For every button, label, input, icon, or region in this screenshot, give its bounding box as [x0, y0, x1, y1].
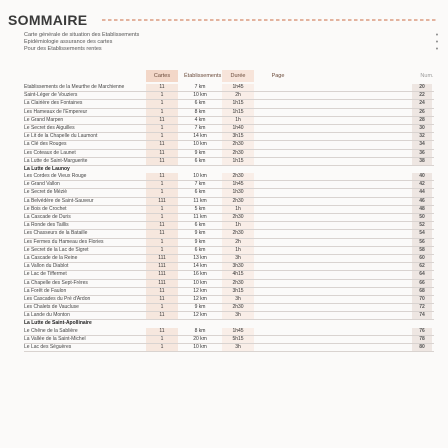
table-row[interactable]: [24, 247, 434, 255]
row-duree: 1h: [222, 117, 254, 124]
row-duree: 1h15: [222, 109, 254, 116]
intro-line: Pour des Établissements rentes: [24, 46, 102, 52]
row-number: 64: [412, 271, 432, 278]
row-duree: 2h30: [222, 280, 254, 287]
row-cartes: 1: [146, 125, 178, 132]
table-row[interactable]: [24, 92, 434, 100]
row-cartes: 1: [146, 214, 178, 221]
table-row[interactable]: [24, 328, 434, 336]
row-cartes: 1: [146, 181, 178, 188]
row-name: Le Secret de Méziè: [24, 189, 68, 196]
row-number: 76: [412, 328, 432, 335]
row-duree: 3h: [222, 344, 254, 351]
row-number: 32: [412, 133, 432, 140]
row-number: 60: [412, 255, 432, 262]
row-cartes: 11: [146, 230, 178, 237]
row-cartes: 11: [146, 296, 178, 303]
table-row[interactable]: [24, 206, 434, 214]
row-name: Le Bois de Crochet: [24, 205, 67, 212]
row-number: 56: [412, 239, 432, 246]
table-row[interactable]: [24, 100, 434, 108]
column-header-cartes: Cartes: [146, 70, 178, 82]
table-row[interactable]: [24, 271, 434, 279]
row-name: Le Grand Marpen: [24, 116, 64, 123]
table-row[interactable]: [24, 189, 434, 197]
row-distance: 9 km: [194, 149, 206, 156]
row-duree: 1h45: [222, 181, 254, 188]
row-cartes: 1: [146, 336, 178, 343]
row-number: 70: [412, 296, 432, 303]
table-row[interactable]: [24, 239, 434, 247]
table-row[interactable]: [24, 173, 434, 181]
row-number: 20: [412, 84, 432, 91]
table-row[interactable]: [24, 222, 434, 230]
row-number: 44: [412, 189, 432, 196]
row-cartes: 11: [146, 150, 178, 157]
row-distance: 20 km: [193, 335, 207, 342]
table-row[interactable]: [24, 312, 434, 320]
row-duree: 1h: [222, 247, 254, 254]
row-distance: 11 km: [193, 214, 207, 220]
row-cartes: 11: [146, 141, 178, 148]
row-duree: 4h15: [222, 271, 254, 278]
row-number: 48: [412, 206, 432, 213]
intro-line: Carte générale de situation des Établissements: [24, 32, 140, 38]
row-number: 22: [412, 92, 432, 99]
row-cartes: 11: [146, 222, 178, 229]
row-duree: 1h15: [222, 158, 254, 165]
row-distance: 6 km: [194, 189, 206, 196]
row-number: 62: [412, 263, 432, 270]
column-header-page: Page: [271, 73, 285, 79]
row-cartes: 1: [146, 239, 178, 246]
table-row[interactable]: [24, 181, 434, 189]
row-distance: 6 km: [194, 157, 206, 164]
row-number: 80: [412, 344, 432, 351]
row-duree: 5h15: [222, 336, 254, 343]
row-distance: 5 km: [194, 205, 206, 212]
row-number: 68: [412, 288, 432, 295]
row-cartes: 111: [146, 271, 178, 278]
row-name: La Lutte de Saint-Marguerite: [24, 157, 88, 164]
column-header-duree: Durée: [222, 70, 254, 82]
row-distance: 8 km: [194, 108, 206, 115]
row-name: Le Lac des Séguères: [24, 344, 72, 350]
table-row[interactable]: [24, 304, 434, 312]
row-duree: 3h15: [222, 288, 254, 295]
row-cartes: 1: [146, 100, 178, 107]
row-duree: 2h: [222, 239, 254, 246]
table-of-contents: [24, 84, 434, 352]
row-cartes: 1: [146, 133, 178, 140]
column-header-row: [24, 70, 434, 82]
side-marker: •: [435, 32, 439, 39]
row-number: 50: [412, 214, 432, 221]
row-distance: 12 km: [193, 295, 207, 302]
row-number: 54: [412, 230, 432, 237]
row-name: La Vallon du Diablot: [24, 263, 69, 270]
row-distance: 14 km: [193, 263, 207, 270]
row-number: 72: [412, 304, 432, 311]
table-row[interactable]: [24, 125, 434, 133]
row-cartes: 111: [146, 280, 178, 287]
row-cartes: 1: [146, 189, 178, 196]
row-name: Le Grand Vallon: [24, 181, 60, 188]
table-row[interactable]: [24, 344, 434, 352]
row-cartes: 1: [146, 247, 178, 254]
table-row[interactable]: [24, 296, 434, 304]
intro-block: [24, 32, 404, 53]
row-cartes: 11: [146, 173, 178, 180]
row-duree: 1h30: [222, 189, 254, 196]
intro-line: Épidémiologie assurance des cartes: [24, 39, 113, 45]
table-row[interactable]: [24, 109, 434, 117]
row-duree: 1h45: [222, 84, 254, 91]
row-duree: 1h45: [222, 328, 254, 335]
row-name: Les Coteaux de Launet: [24, 149, 76, 156]
table-row[interactable]: [24, 230, 434, 238]
row-number: 78: [412, 336, 432, 343]
row-cartes: 111: [146, 198, 178, 205]
row-number: 28: [412, 117, 432, 124]
table-row[interactable]: [24, 133, 434, 141]
row-duree: 2h30: [222, 150, 254, 157]
row-name: La Lutte de Saint-Apollinaire: [24, 320, 92, 327]
row-number: 36: [412, 150, 432, 157]
row-duree: 3h30: [222, 263, 254, 270]
row-duree: 2h30: [222, 173, 254, 180]
row-duree: 2h30: [222, 304, 254, 311]
row-cartes: 11: [146, 312, 178, 319]
row-name: La Belvédère de Saint-Sauveur: [24, 197, 94, 204]
side-markers: [434, 32, 440, 53]
row-name: La Chapelle des Sept-Frères: [24, 279, 88, 286]
row-name: La Lutte de Launoy: [24, 165, 70, 172]
section-heading: [24, 166, 434, 173]
row-distance: 12 km: [193, 312, 207, 319]
row-distance: 4 km: [194, 116, 206, 123]
table-row[interactable]: [24, 263, 434, 271]
table-row[interactable]: [24, 336, 434, 344]
table-row[interactable]: [24, 214, 434, 222]
table-row[interactable]: [24, 150, 434, 158]
row-duree: 1h15: [222, 100, 254, 107]
row-duree: 1h: [222, 222, 254, 229]
row-cartes: 11: [146, 84, 178, 91]
row-duree: 2h30: [222, 230, 254, 237]
row-cartes: 1: [146, 344, 178, 351]
row-name: La Cascade de la Reine: [24, 254, 78, 261]
row-cartes: 11: [146, 117, 178, 124]
row-name: La Forêt de Faulon: [24, 287, 67, 294]
row-distance: 6 km: [194, 222, 206, 229]
row-cartes: 111: [146, 255, 178, 262]
row-distance: 10 km: [193, 173, 207, 180]
row-duree: 2h30: [222, 214, 254, 221]
row-name: Les Cascades du Pré d'Ardon: [24, 295, 91, 302]
row-distance: 16 km: [193, 271, 207, 278]
row-distance: 12 km: [193, 287, 207, 294]
row-name: La Clairière des Fontaines: [24, 100, 83, 107]
row-cartes: 1: [146, 92, 178, 99]
row-distance: 9 km: [194, 238, 206, 245]
row-number: 34: [412, 141, 432, 148]
table-row[interactable]: [24, 280, 434, 288]
row-duree: 3h: [222, 255, 254, 262]
side-marker: •: [435, 39, 439, 46]
row-number: 58: [412, 247, 432, 254]
row-name: La Vallée de la Saint-Michel: [24, 335, 86, 342]
row-name: La Clé des Rouges: [24, 141, 67, 148]
section-heading: [24, 320, 434, 327]
table-row[interactable]: [24, 117, 434, 125]
row-name: Les Fermes du Hameau des Flories: [24, 238, 104, 245]
row-distance: 10 km: [193, 141, 207, 148]
row-number: 40: [412, 173, 432, 180]
table-row[interactable]: [24, 84, 434, 92]
row-distance: 7 km: [194, 84, 206, 90]
row-name: Le Secret de la Lac de Sigret: [24, 246, 89, 253]
row-distance: 6 km: [194, 246, 206, 253]
page-title: SOMMAIRE: [8, 12, 88, 28]
row-duree: 3h: [222, 312, 254, 319]
row-cartes: 1: [146, 304, 178, 311]
row-cartes: 1: [146, 109, 178, 116]
row-name: La Cascade de Duris: [24, 214, 71, 220]
table-row[interactable]: [24, 198, 434, 206]
row-number: 66: [412, 280, 432, 287]
row-cartes: 111: [146, 263, 178, 270]
row-name: Les Hameaux de l'Empereur: [24, 108, 88, 115]
row-name: Saint-Léger de Vouziers: [24, 92, 78, 99]
row-distance: 10 km: [193, 279, 207, 286]
row-duree: 1h: [222, 206, 254, 213]
row-duree: 2h30: [222, 198, 254, 205]
row-distance: 10 km: [193, 92, 207, 99]
row-number: 42: [412, 181, 432, 188]
row-distance: 13 km: [193, 254, 207, 261]
row-distance: 9 km: [194, 230, 206, 237]
row-distance: 7 km: [194, 181, 206, 188]
row-duree: 2h30: [222, 141, 254, 148]
row-name: Les Chalets de Vaucluse: [24, 304, 79, 311]
row-cartes: 11: [146, 328, 178, 335]
row-number: 38: [412, 158, 432, 165]
row-number: 30: [412, 125, 432, 132]
row-duree: 3h: [222, 296, 254, 303]
row-duree: 2h: [222, 92, 254, 99]
row-number: 46: [412, 198, 432, 205]
row-name: Établissements de la Meurthe de Marchienne: [24, 84, 125, 90]
row-name: Les Cordes de Vieux Rouge: [24, 173, 87, 180]
row-number: 74: [412, 312, 432, 319]
table-row[interactable]: [24, 158, 434, 166]
title-rule: [102, 19, 436, 21]
row-name: Le Secret des Aiguilles: [24, 124, 75, 131]
row-distance: 9 km: [194, 304, 206, 311]
table-row[interactable]: [24, 288, 434, 296]
row-cartes: 11: [146, 158, 178, 165]
side-marker: •: [435, 46, 439, 53]
row-name: Les Chasseurs de la Bataille: [24, 230, 88, 237]
row-distance: 8 km: [194, 327, 206, 334]
row-distance: 10 km: [193, 344, 207, 350]
table-row[interactable]: [24, 255, 434, 263]
row-distance: 7 km: [194, 124, 206, 131]
column-header-etablissements: Établissements: [184, 73, 222, 79]
row-name: Le Lac de Tiffermet: [24, 271, 67, 278]
row-name: Le Chêne de la Sablière: [24, 327, 78, 334]
row-name: La Ronde des Taillis: [24, 222, 69, 229]
row-number: 24: [412, 100, 432, 107]
row-distance: 11 km: [193, 197, 207, 204]
row-duree: 1h40: [222, 125, 254, 132]
table-row[interactable]: [24, 141, 434, 149]
row-duree: 3h15: [222, 133, 254, 140]
row-cartes: 11: [146, 288, 178, 295]
row-distance: 6 km: [194, 100, 206, 107]
row-number: 26: [412, 109, 432, 116]
row-distance: 14 km: [193, 133, 207, 140]
row-name: La Lande du Monton: [24, 312, 70, 319]
row-cartes: 1: [146, 206, 178, 213]
column-header-num: Num.: [420, 73, 434, 79]
row-name: Le Lit de la Chapelle du Laumont: [24, 133, 98, 140]
row-number: 52: [412, 222, 432, 229]
